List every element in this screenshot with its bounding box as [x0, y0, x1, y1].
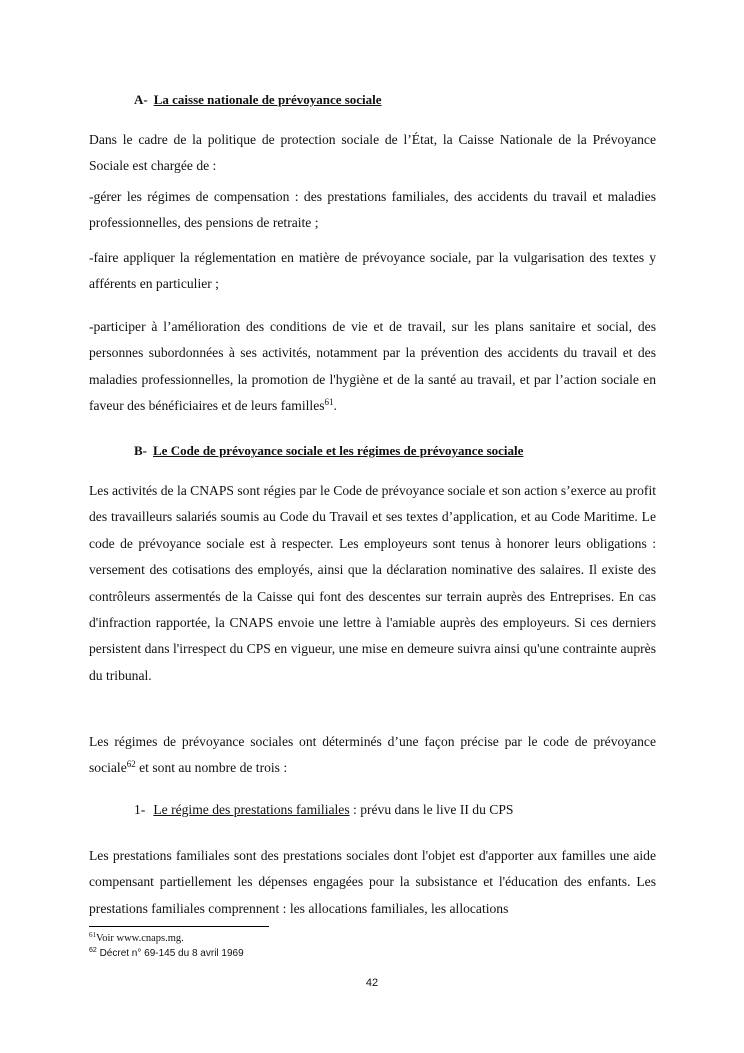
paragraph-regimes-text: Les régimes de prévoyance sociales ont déterminés d’une façon précise par le code de prévoyance sociale: [89, 734, 656, 776]
section-a-label: A-: [134, 92, 148, 107]
footnote-61-number: 61: [89, 931, 96, 939]
list-item-1-label: 1-: [134, 802, 146, 817]
list-item-1-rest: : prévu dans le live II du CPS: [349, 802, 514, 817]
section-b-title: Le Code de prévoyance sociale et les régimes de prévoyance sociale: [153, 443, 524, 458]
footnote-ref-61: 61: [324, 397, 334, 408]
paragraph-prestations: Les prestations familiales sont des prestations sociales dont l'objet est d'apporter aux familles une aide compensant partiellement les dépenses engagées pour la subsistance et l'éducation des enfants. Les prestations familiales comprennent : les allocations familiales, les allocations: [89, 848, 656, 916]
paragraph-regimes: [89, 729, 656, 782]
footnote-61-text: Voir www.cnaps.mg.: [96, 933, 184, 944]
section-a-heading: [134, 87, 382, 113]
footnote-61: [89, 932, 184, 946]
paragraph-regimes-end: et sont au nombre de trois :: [135, 760, 288, 776]
list-item-1: [134, 797, 514, 823]
footnote-62-number: 62: [89, 947, 97, 954]
section-b-heading: [134, 438, 523, 464]
paragraph-intro: Dans le cadre de la politique de protection sociale de l’État, la Caisse Nationale de la Prévoyance Sociale est chargée de :: [89, 132, 656, 174]
footnote-62: [89, 947, 244, 961]
paragraph-participer-period: .: [333, 398, 337, 414]
paragraph-cnaps-activities: Les activités de la CNAPS sont régies par le Code de prévoyance sociale et son action s’exerce au profit des travailleurs salariés soumis au Code du Travail et ses textes d’application, et au Code Maritime. Le code de prévoyance sociale est à respecter. Les employeurs sont tenus à honorer leurs obligations : versement des cotisations des employés, ainsi que la déclaration nominative des salaires. Il existe des contrôleurs assermentés de la Caisse qui font des descentes sur terrain auprès des Entreprises. En cas d'infraction rapportée, la CNAPS envoie une lettre à l'amiable auprès des employeurs. Si ces derniers persistent dans l'irrespect du CPS en vigueur, une mise en demeure suivra ainsi qu'une contrainte auprès du tribunal.: [89, 483, 656, 683]
footnote-ref-62: 62: [126, 759, 136, 770]
paragraph-faire-appliquer: -faire appliquer la réglementation en matière de prévoyance sociale, par la vulgarisation des textes y afférents en particulier ;: [89, 250, 656, 292]
section-a-title: La caisse nationale de prévoyance sociale: [153, 92, 382, 107]
section-b-label: B-: [134, 443, 147, 458]
footnote-62-text: Décret n° 69-145 du 8 avril 1969: [96, 948, 244, 959]
page-number: 42: [365, 977, 379, 989]
paragraph-participer-text: -participer à l’amélioration des conditions de vie et de travail, sur les plans sanitaire et social, des personnes subordonnées à ses activités, notamment par la prévention des accidents du travail et des maladies professionnelles, la promotion de l'hygiène et de la santé au travail, et par l’action sociale en faveur des bénéficiaires et de leurs familles: [89, 319, 656, 414]
list-item-1-title: Le régime des prestations familiales: [153, 802, 350, 817]
footnote-separator: [89, 926, 269, 927]
paragraph-gerer: -gérer les régimes de compensation : des prestations familiales, des accidents du travail et maladies professionnelles, des pensions de retraite ;: [89, 189, 656, 231]
paragraph-participer: [89, 314, 656, 420]
